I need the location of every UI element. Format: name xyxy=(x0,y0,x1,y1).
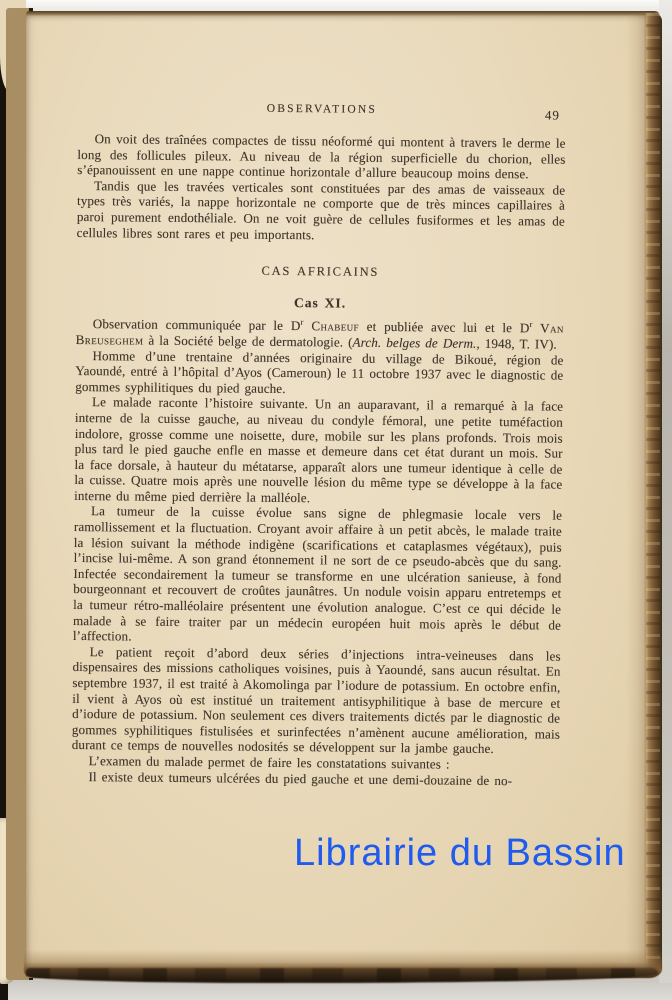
section-heading-cas-africains: CAS AFRICAINS xyxy=(261,263,380,280)
paragraph-case-source xyxy=(76,316,564,352)
paragraph-homme-trentaine: Homme d’une trentaine d’années originaire du village de Bikoué, région de Yaoundé, entré à l’hôpital d’Ayos (Cameroun) le 11 octobre 1937 avec le diagnostic de gommes syphilitiques du pied gauche. xyxy=(75,347,564,396)
doctor-name-van-breuseghem: Van Breuseghem xyxy=(75,320,564,348)
journal-reference-italic: Arch. belges de Derm., xyxy=(352,334,480,351)
page-top-edge-shadow xyxy=(26,11,660,16)
cover-edge-texture xyxy=(646,13,660,977)
doctor-superscript-2: r xyxy=(529,319,533,330)
paragraph-travees-verticales: Tandis que les travées verticales sont constituées par des amas de vaisseaux de types très variés, la nappe horizontale ne comporte que de très minces capillaires à paroi purement endothéliale. On ne voit guère de cellules fusiformes et les amas de cellules libres sont rares et peu importants. xyxy=(76,177,566,242)
paragraph-le-patient-recoit: Le patient reçoit d’abord deux séries d’injections intra-veineuses dans les dispensaires des missions catholiques voisines, puis à Yaoundé, sans aucun résultat. En septembre 1937, il est traité à Akomolinga par l’iodure de potassium. En octobre enfin, il vient à Ayos où est institué un traitement antisyphilitique à base de mercure et d’iodure de potassium. Non seulement ces divers traitements dictés par le diagnostic de gommes syphilitiques fistulisées et surinfectées n’amènent aucune amélioration, mais durant ce temps de nouvelles nodosités se développent sur la jambe gauche. xyxy=(71,643,561,757)
case-source-text-1: Observation communiquée par le D xyxy=(92,316,301,334)
printed-text-block xyxy=(71,100,566,789)
running-head: OBSERVATIONS xyxy=(266,102,378,116)
case-source-text-2: et publiée avec lui et le D xyxy=(358,319,530,336)
page-right-crease xyxy=(626,14,646,972)
case-heading-cas-xi: Cas XI. xyxy=(293,294,347,311)
case-source-text-3: à la Société belge de dermatologie. ( xyxy=(143,332,353,350)
photo-backdrop-bottom xyxy=(0,983,672,1000)
doctor-name-chabeuf: Chabeuf xyxy=(303,318,360,335)
page-bottom-edge-shadow xyxy=(26,968,658,983)
page-header xyxy=(78,100,566,121)
paragraph-trainees-compactes: On voit des traînées compactes de tissu néoformé qui montent à travers le derme le long des follicules pileux. Au niveau de la région superficielle du chorion, elles s’épanouissent en une nappe continue horizontale d’allure beaucoup moins dense. xyxy=(77,131,566,182)
paragraph-il-existe-tumeurs: Il existe deux tumeurs ulcérées du pied gauche et une demi-douzaine de no- xyxy=(88,768,513,788)
page-number: 49 xyxy=(544,107,560,123)
paragraph-examen-malade: L’examen du malade permet de faire les constatations suivantes : xyxy=(88,753,450,772)
paragraph-le-malade-raconte: Le malade raconte l’histoire suivante. Un an auparavant, il a remarqué à la face interne de la cuisse gauche, au niveau du condyle fémoral, une petite tuméfaction indolore, grosse comme une noisette, dure, mobile sur les plans profonds. Trois mois plus tard le pied gauche enfle en masse et demeure dans cet état durant un mois. Sur la face dorsale, à hauteur du métatarse, apparaît alors une tumeur identique à celle de la cuisse. Quatre mois après une nouvelle lésion du même type se développe à la face interne du même pied derrière la malléole. xyxy=(74,394,564,506)
case-source-text-4: 1948, T. IV). xyxy=(479,335,557,352)
paragraph-la-tumeur-cuisse: La tumeur de la cuisse évolue sans signe de phlegmasie locale vers le ramollissement et la fluctuation. Croyant avoir affaire à un petit abcès, le malade traite la lésion suivant la méthode indigène (scarifications et cataplasmes végétaux), puis l’incise lui-même. A son grand étonnement il ne sort de ce pseudo-abcès que du sang. Infectée secondairement la tumeur se transforme en une ulcération sanieuse, à fond bourgeonnant et recouvert de croûtes jaunâtres. Un nodule voisin apparu entretemps et la tumeur rétro-malléolaire présentent une évolution analogue. C’est ce qui décide le malade à se faire traiter par un médecin européen huit mois après le début de l’affection. xyxy=(72,503,563,644)
doctor-superscript-1: r xyxy=(300,317,304,328)
bookseller-watermark: Librairie du Bassin xyxy=(294,832,626,874)
